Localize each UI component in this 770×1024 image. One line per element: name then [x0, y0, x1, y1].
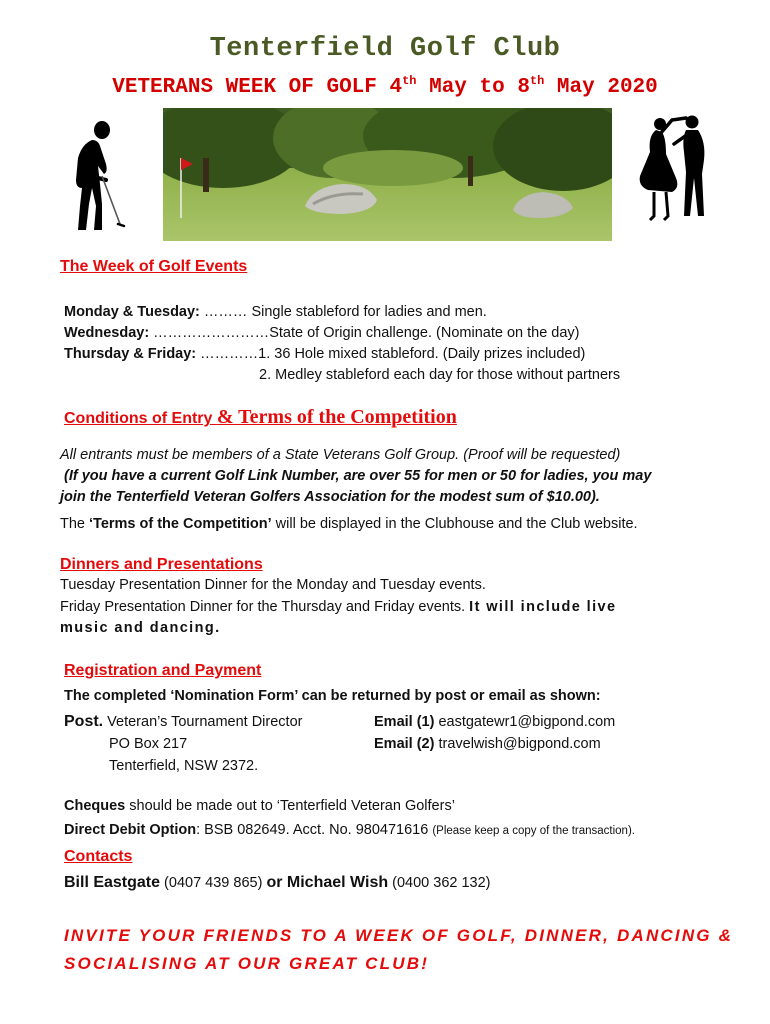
- debit-note: (Please keep a copy of the transaction).: [432, 825, 635, 837]
- event-row: [64, 346, 585, 362]
- event-text: Single stableford for ladies and men.: [251, 304, 487, 320]
- dinners-line2: Friday Presentation Dinner for the Thursday and Friday events.: [60, 599, 470, 615]
- page-title: Tenterfield Golf Club: [209, 34, 561, 64]
- post-label: Post.: [64, 713, 104, 730]
- dinners-line3-bold: music and dancing.: [60, 620, 221, 636]
- contact-phone-1: (0407 439 865): [160, 875, 267, 891]
- event-label: Monday & Tuesday:: [64, 304, 200, 320]
- contact-name-1: Bill Eastgate: [64, 874, 161, 891]
- subtitle-sup-a: th: [402, 74, 417, 88]
- event-dots: …………: [196, 346, 259, 362]
- dinners-line: [60, 599, 616, 615]
- contacts-heading: Contacts: [64, 848, 133, 865]
- conditions-line: join the Tenterfield Veteran Golfers Association for the modest sum of $10.00).: [60, 489, 600, 505]
- event-dots: ……………………: [149, 325, 270, 341]
- event-text: State of Origin challenge. (Nominate on the day): [269, 325, 580, 341]
- cheques-line: [64, 798, 455, 814]
- terms-post: will be displayed in the Clubhouse and the Club website.: [271, 516, 638, 532]
- conditions-heading-a: Conditions of Entry: [64, 410, 217, 427]
- events-heading: The Week of Golf Events: [60, 258, 248, 275]
- golfer-silhouette-icon: [62, 118, 130, 234]
- registration-intro: The completed ‘Nomination Form’ can be returned by post or email as shown:: [64, 688, 601, 704]
- event-text: 1. 36 Hole mixed stableford. (Daily prizes included): [258, 346, 586, 362]
- conditions-heading: [64, 406, 457, 429]
- conditions-line: All entrants must be members of a State Veterans Golf Group. (Proof will be requested): [60, 447, 621, 463]
- event-dots: ………: [199, 304, 252, 320]
- page-subtitle: [0, 74, 770, 99]
- dancing-couple-silhouette-icon: [632, 112, 718, 224]
- subtitle-part-b: May to 8: [416, 76, 530, 99]
- post-line2: PO Box 217: [109, 736, 188, 752]
- email1-label: Email (1): [374, 714, 435, 730]
- event-row: [64, 304, 487, 320]
- invite-line: INVITE YOUR FRIENDS TO A WEEK OF GOLF, DINNER, DANCING &: [64, 926, 734, 945]
- post-line3: Tenterfield, NSW 2372.: [109, 758, 259, 774]
- subtitle-sup-b: th: [529, 74, 545, 88]
- event-row: [64, 325, 580, 341]
- terms-pre: The: [60, 516, 90, 532]
- debit-text: : BSB 082649. Acct. No. 980471616: [196, 822, 433, 838]
- registration-heading: Registration and Payment: [64, 662, 262, 679]
- event-label: Wednesday:: [64, 325, 150, 341]
- cheques-text: should be made out to ‘Tenterfield Veteran Golfers’: [125, 798, 455, 814]
- subtitle-part-a: VETERANS WEEK OF GOLF 4: [112, 76, 403, 99]
- post-address-line: [64, 713, 302, 731]
- contacts-line: [64, 874, 491, 892]
- email2-address[interactable]: travelwish@bigpond.com: [434, 736, 601, 752]
- conditions-line: (If you have a current Golf Link Number, are over 55 for men or 50 for ladies, you may: [64, 468, 652, 484]
- dinners-line: Tuesday Presentation Dinner for the Monday and Tuesday events.: [60, 577, 486, 593]
- contact-name-2: Michael Wish: [286, 874, 389, 891]
- event-row-continuation: 2. Medley stableford each day for those without partners: [259, 367, 621, 383]
- contact-phone-2: (0400 362 132): [388, 875, 491, 891]
- dinners-line2-bold: It will include live: [469, 599, 617, 615]
- contact-or: or: [266, 874, 287, 891]
- email1-address[interactable]: eastgatewr1@bigpond.com: [434, 714, 616, 730]
- event-label: Thursday & Friday:: [64, 346, 197, 362]
- cheques-label: Cheques: [64, 798, 126, 814]
- email2-line: [374, 736, 601, 752]
- email2-label: Email (2): [374, 736, 435, 752]
- golf-course-landscape: [163, 108, 612, 241]
- dinners-heading: Dinners and Presentations: [60, 556, 263, 573]
- direct-debit-line: [64, 822, 635, 838]
- subtitle-part-c: May 2020: [544, 76, 658, 99]
- invite-line: SOCIALISING AT OUR GREAT CLUB!: [64, 954, 430, 973]
- conditions-heading-b: & Terms of the Competition: [216, 406, 457, 428]
- email1-line: [374, 714, 615, 730]
- debit-label: Direct Debit Option: [64, 822, 197, 838]
- post-line1: Veteran’s Tournament Director: [103, 714, 303, 730]
- terms-bold: ‘Terms of the Competition’: [89, 516, 272, 532]
- terms-line: [60, 516, 638, 532]
